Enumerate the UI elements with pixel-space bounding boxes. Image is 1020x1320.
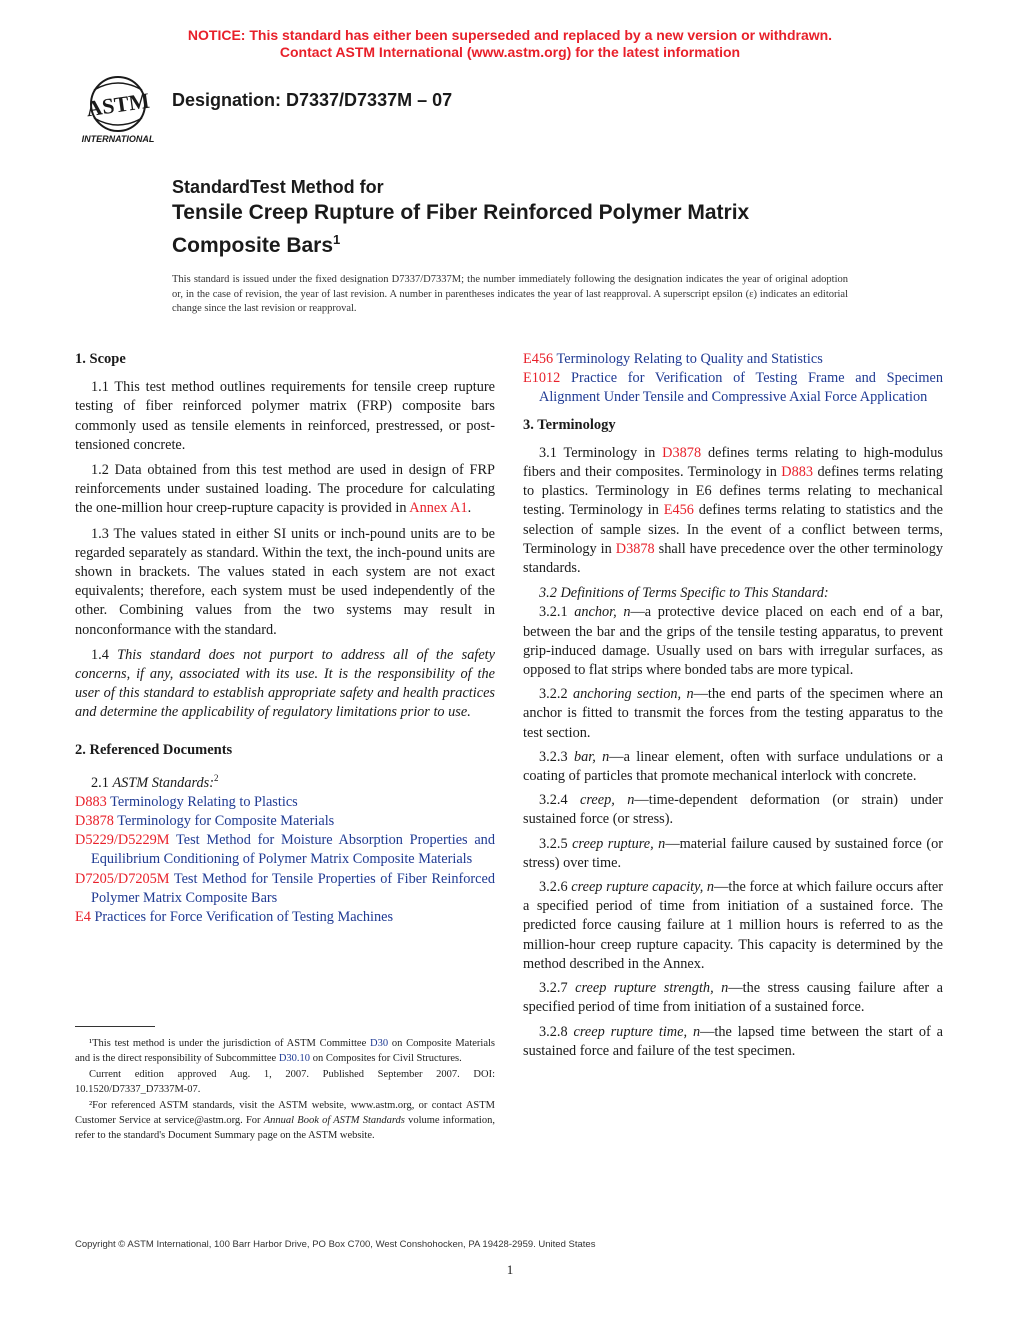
ref-d883[interactable]	[75, 793, 495, 812]
ref-title[interactable]: Test Method for Moisture Absorption Properties and Equilibrium Conditioning of Polymer Matrix Composite Materials	[91, 832, 495, 868]
para-3-1-text-e: shall have precedence over the other terminology standards.	[523, 540, 943, 577]
para-1-2-end: .	[467, 500, 472, 517]
def-3-2-5	[523, 835, 943, 873]
title-line-2: Tensile Creep Rupture of Fiber Reinforced Polymer Matrix	[172, 201, 750, 224]
def-term: creep rupture capacity, n	[571, 879, 715, 896]
ref-d7205[interactable]	[75, 870, 495, 908]
notice-line-1: NOTICE: This standard has either been superseded and replaced by a new version or withdrawn.	[187, 27, 833, 43]
def-num: 3.2.3	[539, 748, 574, 765]
def-term: creep, n	[580, 792, 635, 809]
copyright: Copyright © ASTM International, 100 Barr Harbor Drive, PO Box C700, West Conshohocken, PA 19428-2959. United States	[75, 1239, 596, 1250]
def-num: 3.2.4	[539, 792, 581, 809]
para-3-1-text-c: defines terms relating to plastics. Terminology in E6 defines terms relating to mechanical testing. Terminology in	[523, 464, 943, 519]
def-num: 3.2.5	[539, 835, 573, 852]
para-3-2: 3.2 Definitions of Terms Specific to This Standard:	[539, 585, 829, 602]
ref-code[interactable]: E4	[75, 909, 91, 926]
d3878-link[interactable]: D3878	[662, 444, 702, 461]
issued-note: This standard is issued under the fixed designation D7337/D7337M; the number immediately following the designation indicates the year of original adoption or, in the case of revision, the year of last revision. A number in parentheses indicates the year of last reapproval. A superscript epsilon (ε) indicates an editorial change since the last revision or reapproval.	[172, 274, 848, 315]
footnote-1-text-c: on Composites for Civil Structures.	[310, 1053, 462, 1065]
footnote-2-text: ²For referenced ASTM standards, visit the ASTM website, www.astm.org, or contact ASTM Customer Service at service@astm.org. For	[75, 1099, 495, 1127]
d883-link[interactable]: D883	[781, 464, 814, 481]
def-text: —the stress causing failure after a specified period of time from initiation of a sustained force.	[523, 980, 944, 1016]
ref-code[interactable]: D7205/D7205M	[75, 870, 170, 887]
para-3-1-text-b: defines terms relating to high-modulus fibers and their composites. Terminology in	[523, 444, 943, 481]
logo-letters: ASTM	[84, 87, 152, 122]
def-text: —a protective device placed on each end of a bar, between the bar and the grips of the tensile testing apparatus, to prevent grip-induced damage. Usually used on bars with irregular surfaces, as opposed to flat strips where bonded tabs are more typical.	[523, 604, 944, 679]
logo-caption: INTERNATIONAL	[81, 134, 155, 144]
para-1-2-text: 1.2 Data obtained from this test method are used in design of FRP reinforcements under sustained loading. The procedure for calculating the one-million hour creep-rupture capacity is provided in	[75, 462, 495, 517]
def-text: —time-dependent deformation (or strain) under sustained force (or stress).	[523, 792, 944, 828]
ref-e1012[interactable]	[523, 369, 943, 407]
withdrawal-notice	[0, 27, 1020, 61]
ref-code[interactable]: E456	[523, 351, 554, 367]
refdocs-heading: 2. Referenced Documents	[75, 741, 233, 758]
def-text: —a linear element, often with surface undulations or a coating of particles that promote mechanical interlock with concrete.	[523, 748, 943, 785]
def-text: —the force at which failure occurs after a specified period of time from initiation of a sustained force. The predicted force causing failure at 1 million hours is referred to as the million-hour creep rupture capacity. This capacity is determined by the method described in the Annex.	[523, 879, 944, 972]
para-1-4	[75, 646, 495, 723]
notice-line-2: Contact ASTM International (www.astm.org) for the latest information	[279, 44, 741, 60]
footnote-2	[75, 1098, 495, 1144]
def-num: 3.2.6	[539, 879, 572, 896]
def-3-2-6	[523, 878, 943, 974]
def-3-2-1	[523, 603, 943, 680]
def-3-2-3	[523, 748, 943, 786]
ref-code[interactable]: E1012	[523, 370, 561, 387]
astm-logo-icon	[74, 76, 162, 144]
def-3-2-8	[523, 1023, 943, 1061]
def-text: —the lapsed time between the start of a sustained force and failure of the test specimen.	[523, 1023, 944, 1059]
footnote-2-italic: Annual Book of ASTM Standards	[263, 1115, 405, 1127]
subcommittee-d30-10-link[interactable]: D30.10	[278, 1053, 311, 1065]
def-num: 3.2.2	[539, 686, 573, 703]
title-footnote-mark[interactable]: 1	[333, 232, 341, 247]
ref-d5229[interactable]	[75, 831, 495, 869]
annex-a1-link[interactable]: Annex A1	[409, 500, 468, 517]
ref-title[interactable]: Test Method for Tensile Properties of Fiber Reinforced Polymer Matrix Composite Bars	[91, 870, 495, 906]
ref-title[interactable]: Terminology for Composite Materials	[117, 813, 335, 830]
ref-code[interactable]: D883	[75, 793, 107, 810]
para-1-3: 1.3 The values stated in either SI units or inch-pound units are to be regarded separately as standard. Within the text, the inch-pound units are shown in brackets. The values stated in each system are not exact equivalents; therefore, each system must be used independently of the other. Combining values from the two systems may result in nonconformance with the standard.	[75, 525, 495, 638]
para-3-1	[523, 444, 943, 578]
ref-title[interactable]: Practices for Force Verification of Testing Machines	[94, 909, 394, 926]
def-3-2-4	[523, 791, 943, 829]
para-2-1-text: ASTM Standards:	[112, 774, 214, 791]
ref-d3878[interactable]	[75, 812, 495, 831]
def-num: 3.2.7	[539, 980, 576, 997]
footnote-2-mark[interactable]: 2	[214, 772, 219, 783]
footnotes	[75, 1036, 495, 1144]
ref-code[interactable]: D3878	[75, 813, 114, 830]
footnote-edition: Current edition approved Aug. 1, 2007. Published September 2007. DOI: 10.1520/D7337_D7337M-07.	[75, 1068, 495, 1096]
para-1-1: 1.1 This test method outlines requirements for tensile creep rupture testing of fiber reinforced polymer matrix (FRP) composite bars commonly used as tensile elements in reinforced, prestressed, or post-tensioned concrete.	[75, 379, 495, 453]
def-term: bar, n	[573, 748, 610, 765]
para-3-1-text: 3.1 Terminology in	[539, 444, 663, 461]
designation: Designation: D7337/D7337M – 07	[172, 90, 453, 110]
ref-e456[interactable]	[523, 350, 943, 369]
page-number: 1	[506, 1262, 514, 1277]
ref-code[interactable]: D5229/D5229M	[75, 832, 170, 849]
title-line-1: StandardTest Method for	[172, 177, 384, 197]
para-1-4-num: 1.4	[91, 646, 118, 663]
right-column	[523, 350, 943, 1066]
footnote-2-text-b: volume information, refer to the standard's Document Summary page on the ASTM website.	[75, 1115, 495, 1142]
document-title	[172, 175, 872, 259]
committee-d30-link[interactable]: D30	[369, 1038, 389, 1049]
def-term: creep rupture strength, n	[575, 980, 729, 997]
def-term: creep rupture time, n	[573, 1023, 701, 1040]
def-num: 3.2.8	[539, 1023, 574, 1040]
ref-title[interactable]: Terminology Relating to Plastics	[110, 793, 298, 810]
footnote-divider	[75, 1026, 155, 1027]
title-line-3	[172, 226, 872, 259]
astm-logo	[74, 76, 162, 144]
ref-title[interactable]: Terminology Relating to Quality and Statistics	[556, 351, 823, 367]
footnote-1	[75, 1036, 495, 1067]
e456-link[interactable]: E456	[663, 502, 694, 519]
title-line-3-text: Composite Bars	[172, 234, 334, 257]
ref-title[interactable]: Practice for Verification of Testing Frame and Specimen Alignment Under Tensile and Compressive Axial Force Application	[539, 370, 943, 406]
terminology-heading: 3. Terminology	[523, 416, 616, 433]
para-2-1-num: 2.1	[91, 774, 113, 791]
def-3-2-7	[523, 979, 943, 1017]
footnote-1-text-b: on Composite Materials and is the direct responsibility of Subcommittee	[75, 1038, 495, 1065]
def-term: creep rupture, n	[572, 835, 666, 852]
left-column	[75, 350, 495, 927]
para-2-1	[75, 769, 495, 793]
para-1-2	[75, 461, 495, 519]
def-3-2-2	[523, 685, 943, 743]
d3878-link[interactable]: D3878	[615, 540, 655, 557]
def-text: —the end parts of the specimen where an anchor is fitted to transmit the forces from the testing apparatus to the test section.	[523, 686, 943, 741]
def-num: 3.2.1	[539, 604, 575, 621]
scope-heading: 1. Scope	[75, 351, 126, 367]
def-term: anchor, n	[574, 604, 631, 621]
footnote-1-text: ¹This test method is under the jurisdiction of ASTM Committee	[89, 1038, 370, 1049]
ref-e4[interactable]	[75, 908, 495, 927]
para-3-1-text-d: defines terms relating to statistics and the selection of sample sizes. In the event of a conflict between terms, Terminology in	[523, 502, 943, 557]
para-1-4-text: This standard does not purport to address all of the safety concerns, if any, associated with its use. It is the responsibility of the user of this standard to establish appropriate safety and health practices and determine the applicability of regulatory limitations prior to use.	[75, 646, 495, 721]
def-term: anchoring section, n	[572, 686, 694, 703]
def-text: —material failure caused by sustained force (or stress) over time.	[523, 835, 943, 871]
